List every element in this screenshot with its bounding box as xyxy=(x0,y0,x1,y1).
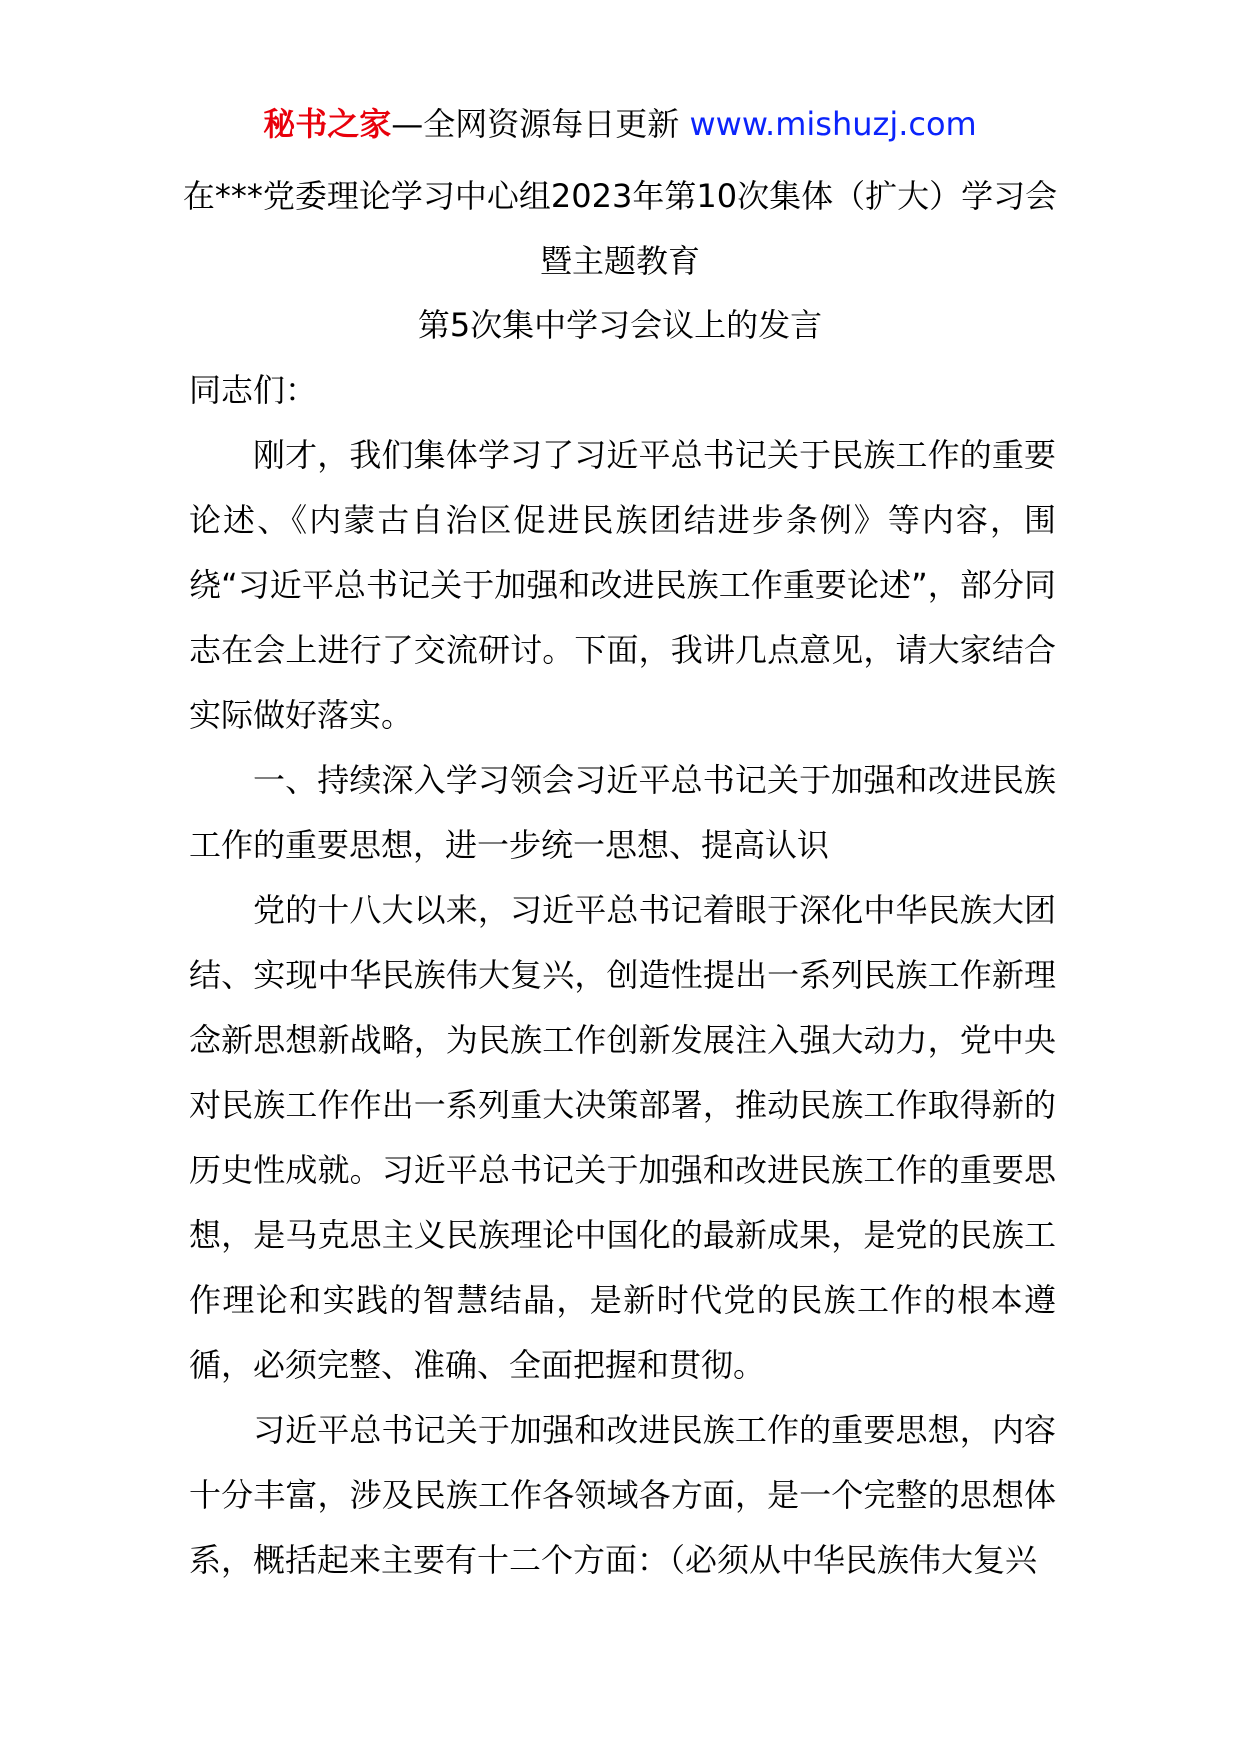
site-url-link[interactable]: www.mishuzj.com xyxy=(689,105,977,143)
site-header xyxy=(0,100,1240,148)
paragraph-3: 习近平总书记关于加强和改进民族工作的重要思想，内容十分丰富，涉及民族工作各领域各方面，是一个完整的思想体系，概括起来主要有十二个方面：（必须从中华民族伟大复兴 xyxy=(189,1411,1056,1579)
section-heading-1: 一、持续深入学习领会习近平总书记关于加强和改进民族工作的重要思想，进一步统一思想、提高认识 xyxy=(189,761,1056,864)
title-line-2: 暨主题教育 xyxy=(539,241,700,280)
salutation: 同志们： xyxy=(189,371,318,409)
header-tagline: —全网资源每日更新 xyxy=(391,105,690,143)
document-title xyxy=(0,164,1240,358)
paragraph-2: 党的十八大以来，习近平总书记着眼于深化中华民族大团结、实现中华民族伟大复兴，创造性提出一系列民族工作新理念新思想新战略，为民族工作创新发展注入强大动力，党中央对民族工作作出一系列重大决策部署，推动民族工作取得新的历史性成就。习近平总书记关于加强和改进民族工作的重要思想，是马克思主义民族理论中国化的最新成果，是党的民族工作理论和实践的智慧结晶，是新时代党的民族工作的根本遵循，必须完整、准确、全面把握和贯彻。 xyxy=(189,891,1056,1384)
title-line-1: 在***党委理论学习中心组2023年第10次集体（扩大）学习会 xyxy=(182,177,1058,215)
document-body xyxy=(189,358,1056,1593)
paragraph-intro: 刚才，我们集体学习了习近平总书记关于民族工作的重要论述、《内蒙古自治区促进民族团结进步条例》等内容，围绕“习近平总书记关于加强和改进民族工作重要论述”，部分同志在会上进行了交流研讨。下面，我讲几点意见，请大家结合实际做好落实。 xyxy=(189,436,1056,734)
title-line-3: 第5次集中学习会议上的发言 xyxy=(417,306,823,344)
brand-name: 秘书之家 xyxy=(263,105,392,143)
